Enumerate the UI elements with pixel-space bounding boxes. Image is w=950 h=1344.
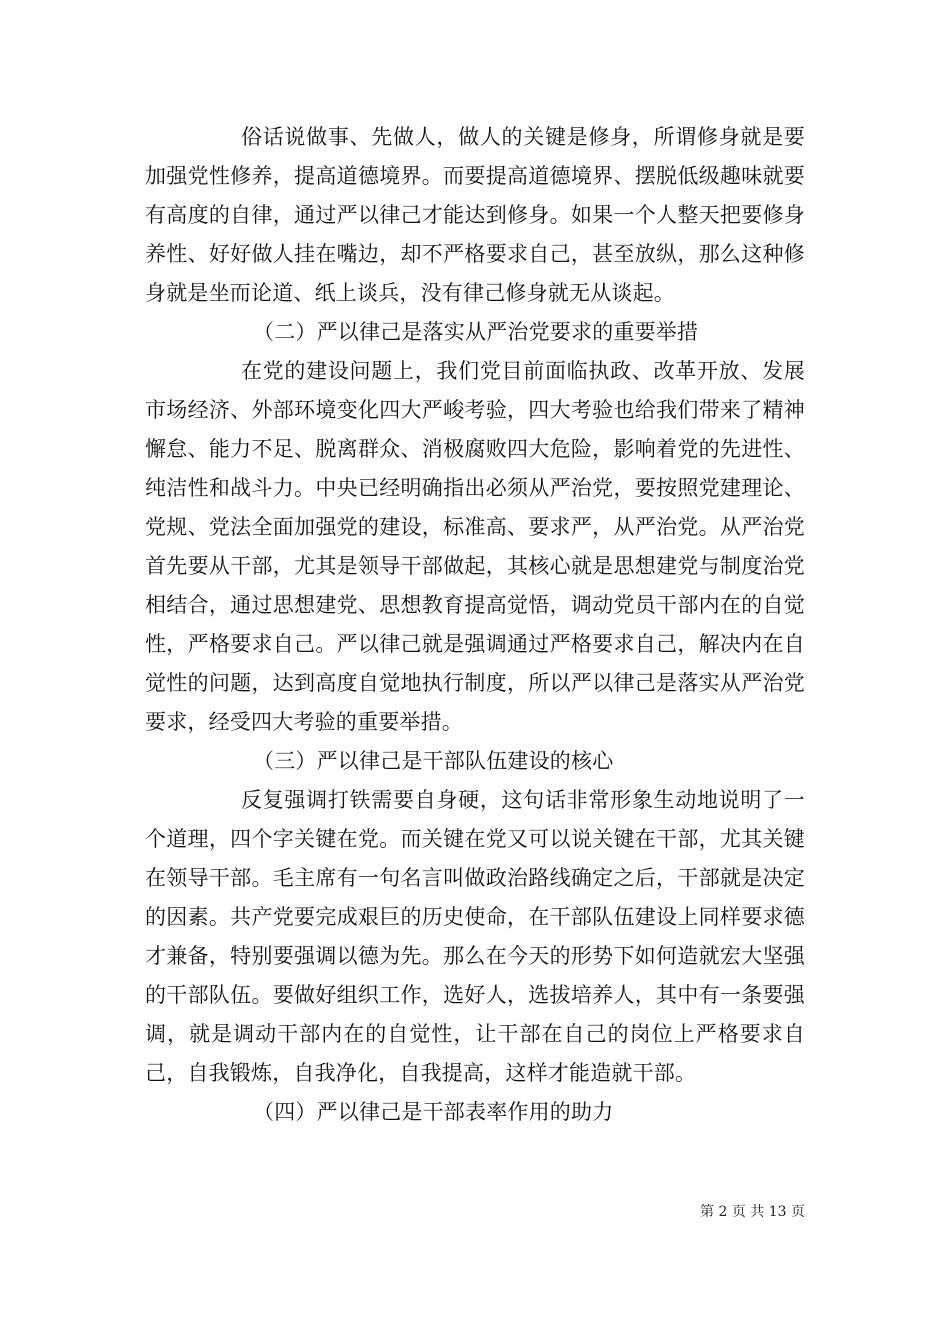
section-heading-2: （二）严以律己是落实从严治党要求的重要举措 (253, 320, 699, 344)
paragraph-cadre-team-building: 反复强调打铁需要自身硬，这句话非常形象生动地说明了一个道理，四个字关键在党。而关键在党又可以说关键在干部，尤其关键在领导干部。毛主席有一句名言叫做政治路线确定之后，干部就是决定的因素。共产党要完成艰巨的历史使命，在干部队伍建设上同样要求德才兼备，特别要强调以德为先。那么在今天的形势下如何造就宏大坚强的干部队伍。要做好组织工作，选好人，选拔培养人，其中有一条要强调，就是调动干部内在的自觉性，让干部在自己的岗位上严格要求自己，自我锻炼，自我净化，自我提高，这样才能造就干部。 (145, 788, 805, 1085)
page-number-footer: 第 2 页 共 13 页 (700, 1204, 805, 1220)
paragraph-self-cultivation: 俗话说做事、先做人，做人的关键是修身，所谓修身就是要加强党性修养，提高道德境界。而要提高道德境界、摆脱低级趣味就要有高度的自律，通过严以律己才能达到修身。如果一个人整天把要修身养性、好好做人挂在嘴边，却不严格要求自己，甚至放纵，那么这种修身就是坐而论道、纸上谈兵，没有律己修身就无从谈起。 (145, 125, 805, 305)
section-heading-3: （三）严以律己是干部队伍建设的核心 (253, 749, 614, 773)
document-body (145, 118, 805, 1132)
section-heading-4: （四）严以律己是干部表率作用的助力 (253, 1100, 614, 1124)
paragraph-strict-party-governance: 在党的建设问题上，我们党目前面临执政、改革开放、发展市场经济、外部环境变化四大严峻考验，四大考验也给我们带来了精神懈怠、能力不足、脱离群众、消极腐败四大危险，影响着党的先进性、纯洁性和战斗力。中央已经明确指出必须从严治党，要按照党建理论、党规、党法全面加强党的建设，标准高、要求严，从严治党。从严治党首先要从干部，尤其是领导干部做起，其核心就是思想建党与制度治党相结合，通过思想建党、思想教育提高觉悟，调动党员干部内在的自觉性，严格要求自己。严以律己就是强调通过严格要求自己，解决内在自觉性的问题，达到高度自觉地执行制度，所以严以律己是落实从严治党要求，经受四大考验的重要举措。 (145, 359, 805, 734)
